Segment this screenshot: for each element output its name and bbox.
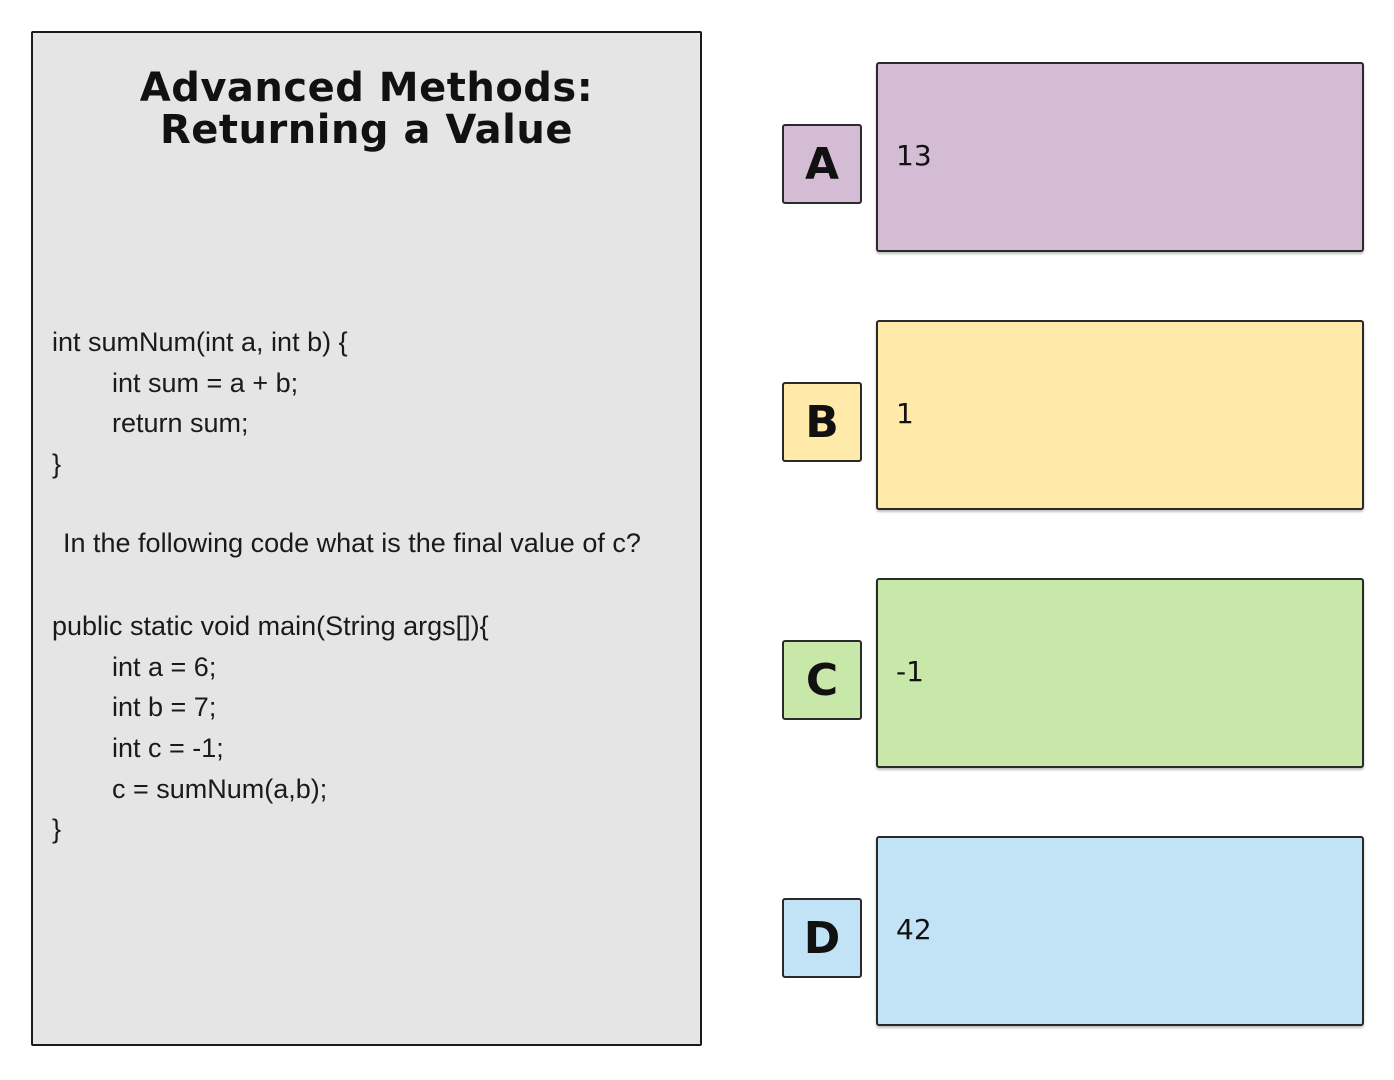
answer-box-b[interactable] <box>876 320 1364 510</box>
question-prompt: In the following code what is the final value of c? <box>63 528 641 558</box>
answer-text-a: 13 <box>896 139 932 172</box>
code-line: return sum; <box>112 408 249 439</box>
option-letter-a[interactable]: A <box>782 124 862 204</box>
option-letter-b[interactable]: B <box>782 382 862 462</box>
code-line: } <box>52 449 62 480</box>
answer-box-d[interactable] <box>876 836 1364 1026</box>
method-code-block <box>52 322 348 485</box>
option-letter-d[interactable]: D <box>782 898 862 978</box>
answer-box-c[interactable] <box>876 578 1364 768</box>
code-line: int b = 7; <box>112 692 217 723</box>
code-line: public static void main(String args[]){ <box>52 611 489 641</box>
code-line: c = sumNum(a,b); <box>112 773 328 804</box>
answer-option-a[interactable] <box>782 62 1364 252</box>
code-line: int sumNum(int a, int b) { <box>52 327 348 357</box>
answer-text-b: 1 <box>896 397 914 430</box>
title-line-2: Returning a Value <box>160 107 573 153</box>
code-line: int sum = a + b; <box>112 367 299 398</box>
question-panel <box>31 31 702 1046</box>
code-line: int c = -1; <box>112 733 224 764</box>
question-title <box>33 67 700 151</box>
answer-box-a[interactable] <box>876 62 1364 252</box>
answer-option-b[interactable] <box>782 320 1364 510</box>
option-letter-c[interactable]: C <box>782 640 862 720</box>
answer-option-c[interactable] <box>782 578 1364 768</box>
main-code-block <box>52 606 489 850</box>
code-line: int a = 6; <box>112 651 217 682</box>
code-line: } <box>52 814 62 845</box>
answer-option-d[interactable] <box>782 836 1364 1026</box>
answer-text-c: -1 <box>896 655 924 688</box>
title-line-1: Advanced Methods: <box>139 65 594 111</box>
answer-text-d: 42 <box>896 913 932 946</box>
